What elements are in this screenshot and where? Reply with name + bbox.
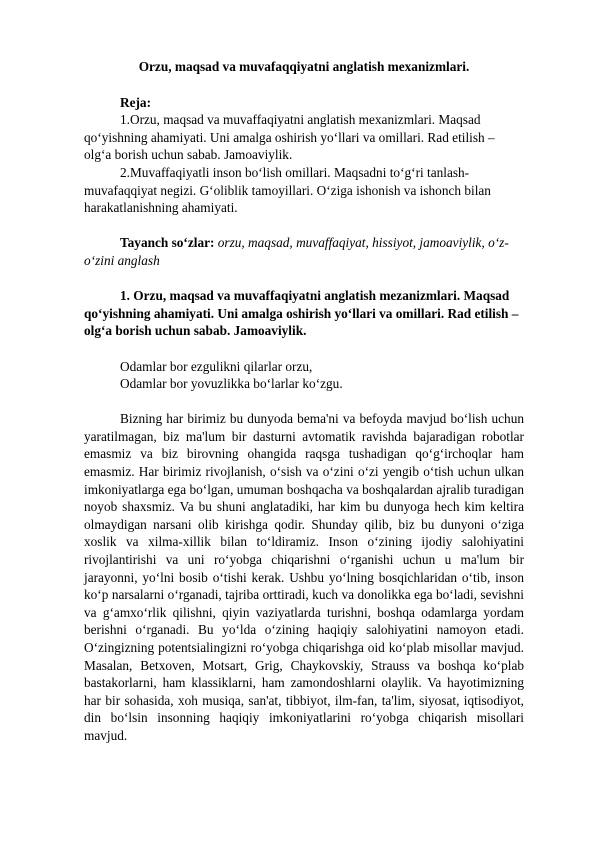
section-1-body: Bizning har birimiz bu dunyoda bema'ni va befoyda mavjud bo‘lish uchun yaratilmagan, biz ma'lum bir dasturni avtomatik ravishda bajaradigan robotlar emasmiz va biz birovning ohangida raqsga tushadigan qo‘g‘irchoqlar ham emasmiz. Har birimiz rivojlanish, o‘sish va o‘zini o‘zi yengib o‘tish uchun ulkan imkoniyatlarga ega bo‘lgan, umuman boshqacha va boshqalardan ajralib turadigan noyob shaxsmiz. Va bu shuni anglatadiki, har kim bu dunyoga hech kim keltira olmaydigan narsani olib kirishga qodir. Shunday qilib, biz bu dunyoni o‘ziga xoslik va xilma-xillik bilan to‘ldiramiz. Inson o‘zining ijodiy salohiyatini rivojlantirishi va uni ro‘yobga chiqarishni o‘rganishi uchun u ma'lum bir jarayonni, yo‘lni bosib o‘tishi kerak. Ushbu yo‘lning bosqichlaridan o‘tib, inson ko‘p narsalarni o‘rganadi, tajriba orttiradi, kuch va donolikka ega bo‘ladi, sevishni va g‘amxo‘rlik qilishni, qiyin vaziyatlarda turishni, boshqa odamlarga yordam berishni o‘rganadi. Bu yo‘lda o‘zining haqiqiy salohiyatini namoyon etadi. O‘zingizning potentsialingizni ro‘yobga chiqarishga oid ko‘plab misollar mavjud. Masalan, Betxoven, Motsart, Grig, Chaykovskiy, Strauss va boshqa ko‘plab bastakorlarni, ham klassiklarni, ham zamondoshlarni olaylik. Va hayotimizning har bir sohasida, xoh musiqa, san'at, tibbiyot, ilm-fan, ta'lim, siyosat, iqtisodiyot, din bo‘lsin insonning haqiqiy imkoniyatlarini ro‘yobga chiqarish misollari mavjud. xyxy=(84,411,524,743)
verse-line-2: Odamlar bor yovuzlikka bo‘larlar ko‘zgu. xyxy=(120,376,343,392)
section-1-heading: 1. Orzu, maqsad va muvaffaqiyatni anglatish mezanizmlari. Maqsad qo‘yishning ahamiyati. Uni amalga oshirish yo‘llari va omillari. Rad etilish – olg‘a borish uchun sabab. Jamoaviylik. xyxy=(84,288,519,339)
plan-heading: Reja: xyxy=(120,94,152,110)
keywords-paragraph xyxy=(84,234,524,269)
verse-line-1: Odamlar bor ezgulikni qilarlar orzu, xyxy=(120,358,313,374)
document-title: Orzu, maqsad va muvafaqqiyatni anglatish mexanizmlari. xyxy=(138,59,470,74)
spacer xyxy=(84,270,524,288)
keywords-label: Tayanch so‘zlar: xyxy=(120,235,215,251)
keywords-text: orzu, maqsad, muvaffaqiyat, hissiyot, jamoaviylik, o‘z-o‘zini anglash xyxy=(84,235,509,268)
plan-item-1: 1.Orzu, maqsad va muvaffaqiyatni anglatish mexanizmlari. Maqsad qo‘yishning ahamiyati. Uni amalga oshirish yo‘llari va omillari. Rad etilish – olg‘a borish uchun sabab. Jamoaviylik. xyxy=(84,112,495,163)
spacer xyxy=(84,393,524,411)
spacer xyxy=(84,340,524,358)
spacer xyxy=(84,217,524,235)
plan-item-2: 2.Muvaffaqiyatli inson bo‘lish omillari. Maqsadni to‘g‘ri tanlash-muvafaqqiyat negizi. G‘oliblik tamoyillari. O‘ziga ishonish va ishonch bilan harakatlanishning ahamiyati. xyxy=(84,164,491,216)
